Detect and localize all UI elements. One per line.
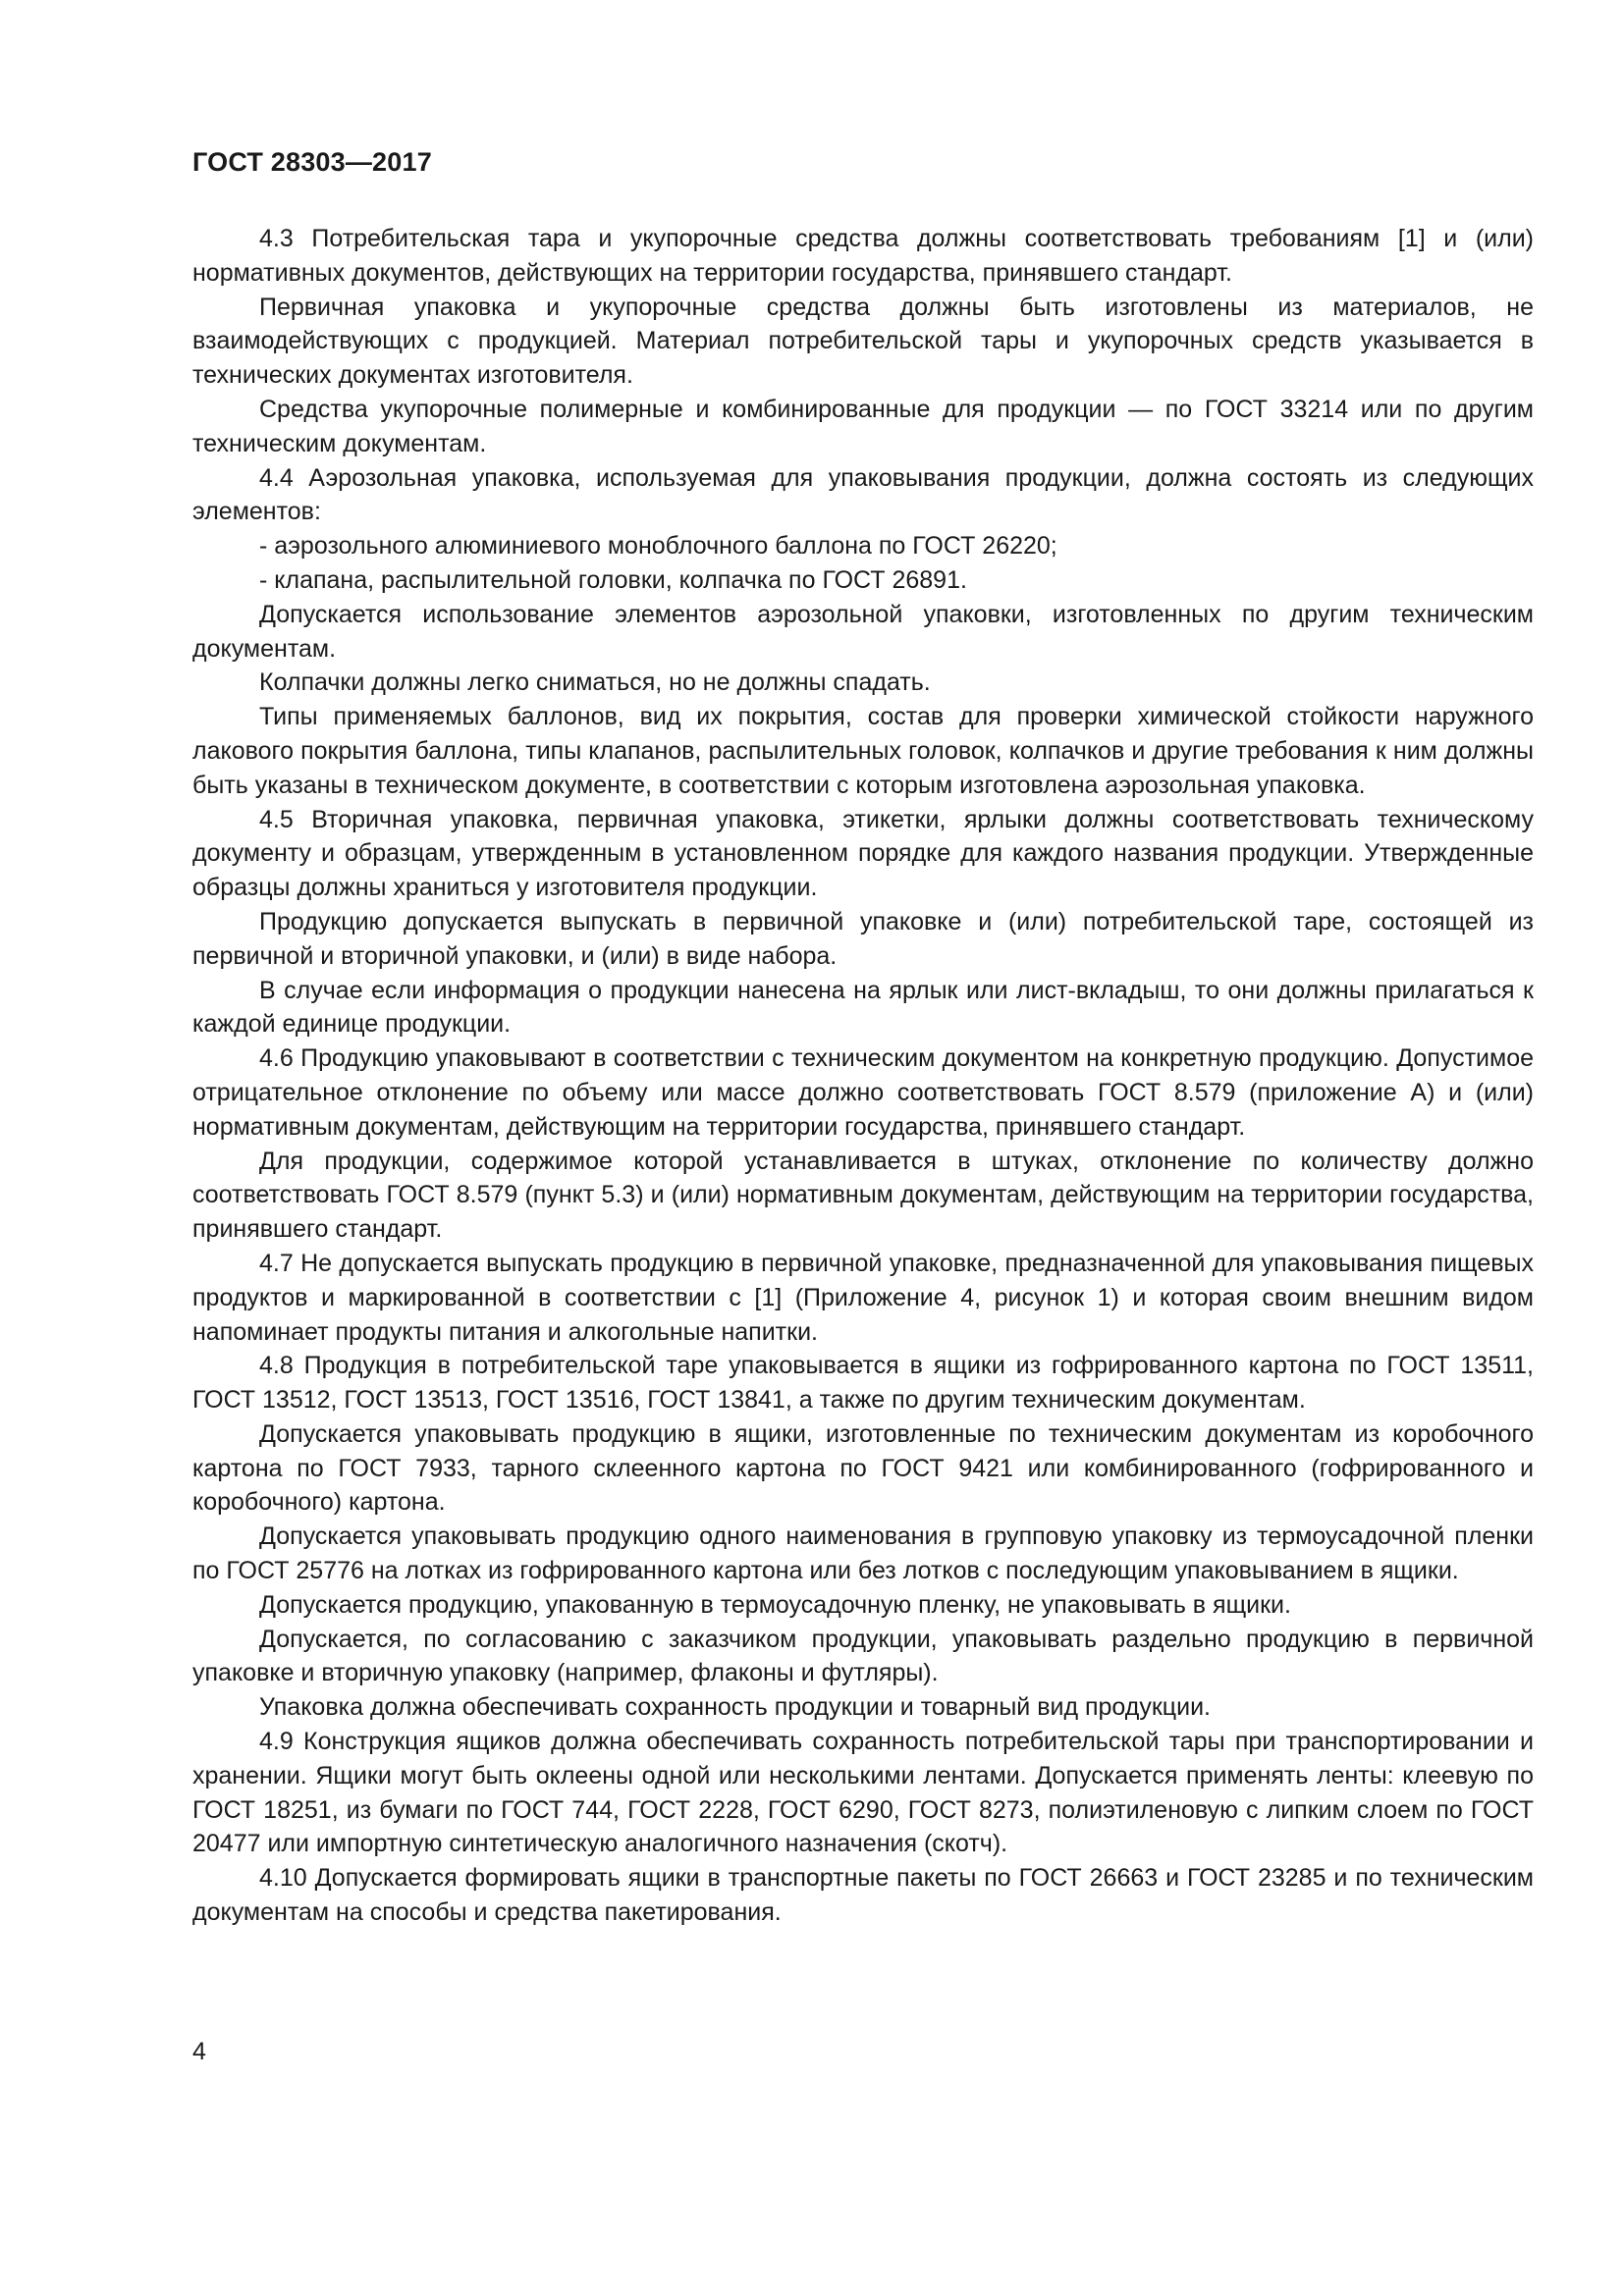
list-item: - клапана, распылительной головки, колпачка по ГОСТ 26891. <box>259 565 967 594</box>
list-item: - аэрозольного алюминиевого моноблочного баллона по ГОСТ 26220; <box>259 532 1057 561</box>
paragraph: Первичная упаковка и укупорочные средства должны быть изготовлены из материалов, не взаимодействующих с продукцией. Материал потребительской тары и укупорочных средств указывается в технических документах изготовителя. <box>192 293 1534 390</box>
paragraph: Допускается использование элементов аэрозольной упаковки, изготовленных по другим техническим документам. <box>192 600 1534 663</box>
paragraph: Допускается, по согласованию с заказчиком продукции, упаковывать раздельно продукцию в первичной упаковке и вторичную упаковку (например, флаконы и футляры). <box>192 1625 1534 1687</box>
paragraph: Упаковка должна обеспечивать сохранность продукции и товарный вид продукции. <box>259 1693 1212 1722</box>
paragraph: Для продукции, содержимое которой устанавливается в штуках, отклонение по количеству должно соответствовать ГОСТ 8.579 (пункт 5.3) и (или) нормативным документам, действующим на территории государства, принявшего стандарт. <box>192 1147 1534 1244</box>
standard-header: ГОСТ 28303—2017 <box>192 147 432 177</box>
paragraph: Допускается упаковывать продукцию одного наименования в групповую упаковку из термоусадочной пленки по ГОСТ 25776 на лотках из гофрированного картона или без лотков с последующим упаковыванием в ящики. <box>192 1522 1534 1585</box>
paragraph: В случае если информация о продукции нанесена на ярлык или лист-вкладыш, то они должны прилагаться к каждой единице продукции. <box>192 976 1534 1039</box>
paragraph-4-5: 4.5 Вторичная упаковка, первичная упаковка, этикетки, ярлыки должны соответствовать техническому документу и образцам, утвержденным в установленном порядке для каждого названия продукции. Утвержденные образцы должны храниться у изготовителя продукции. <box>192 805 1534 902</box>
paragraph-4-6: 4.6 Продукцию упаковывают в соответствии с техническим документом на конкретную продукцию. Допустимое отрицательное отклонение по объему или массе должно соответствовать ГОСТ 8.579 (приложение А) и (или) нормативным документам, действующим на территории государства, принявшего стандарт. <box>192 1044 1534 1141</box>
paragraph: Допускается упаковывать продукцию в ящики, изготовленные по техническим документам из коробочного картона по ГОСТ 7933, тарного склеенного картона по ГОСТ 9421 или комбинированного (гофрированного и коробочного) картона. <box>192 1419 1534 1517</box>
paragraph: Средства укупорочные полимерные и комбинированные для продукции — по ГОСТ 33214 или по другим техническим документам. <box>192 395 1534 457</box>
paragraph-4-8: 4.8 Продукция в потребительской таре упаковывается в ящики из гофрированного картона по ГОСТ 13511, ГОСТ 13512, ГОСТ 13513, ГОСТ 13516, ГОСТ 13841, а также по другим техническим документам. <box>192 1352 1534 1415</box>
document-body <box>192 222 1534 1930</box>
paragraph-4-10: 4.10 Допускается формировать ящики в транспортные пакеты по ГОСТ 26663 и ГОСТ 23285 и по техническим документам на способы и средства пакетирования. <box>192 1864 1534 1927</box>
paragraph: Колпачки должны легко сниматься, но не должны спадать. <box>259 668 931 697</box>
paragraph-4-4: 4.4 Аэрозольная упаковка, используемая для упаковывания продукции, должна состоять из следующих элементов: <box>192 463 1534 526</box>
paragraph-4-3: 4.3 Потребительская тара и укупорочные средства должны соответствовать требованиям [1] и (или) нормативных документов, действующих на территории государства, принявшего стандарт. <box>192 225 1534 287</box>
paragraph-4-9: 4.9 Конструкция ящиков должна обеспечивать сохранность потребительской тары при транспортировании и хранении. Ящики могут быть оклеены одной или несколькими лентами. Допускается применять ленты: клеевую по ГОСТ 18251, из бумаги по ГОСТ 744, ГОСТ 2228, ГОСТ 6290, ГОСТ 8273, полиэтиленовую с липким слоем по ГОСТ 20477 или импортную синтетическую аналогичного назначения (скотч). <box>192 1728 1534 1858</box>
paragraph: Продукцию допускается выпускать в первичной упаковке и (или) потребительской таре, состоящей из первичной и вторичной упаковки, и (или) в виде набора. <box>192 907 1534 970</box>
paragraph: Типы применяемых баллонов, вид их покрытия, состав для проверки химической стойкости наружного лакового покрытия баллона, типы клапанов, распылительных головок, колпачков и другие требования к ним должны быть указаны в техническом документе, в соответствии с которым изготовлена аэрозольная упаковка. <box>192 703 1534 799</box>
page-number: 4 <box>192 2038 206 2065</box>
paragraph: Допускается продукцию, упакованную в термоусадочную пленку, не упаковывать в ящики. <box>259 1590 1291 1619</box>
paragraph-4-7: 4.7 Не допускается выпускать продукцию в первичной упаковке, предназначенной для упаковывания пищевых продуктов и маркированной в соответствии с [1] (Приложение 4, рисунок 1) и которая своим внешним видом напоминает продукты питания и алкогольные напитки. <box>192 1249 1534 1346</box>
